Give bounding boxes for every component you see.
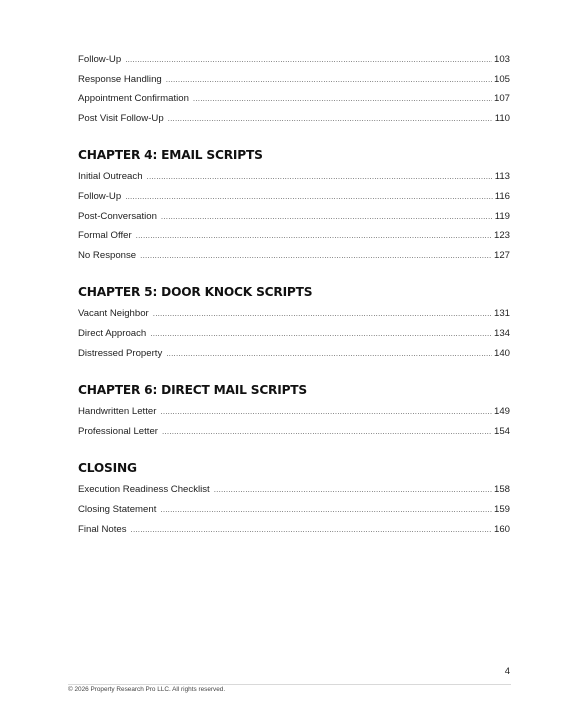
toc-entry-title: Direct Approach — [78, 327, 147, 339]
toc-entry-title: Post Visit Follow-Up — [78, 112, 164, 124]
dot-leader — [136, 226, 492, 246]
dot-leader — [150, 324, 492, 344]
toc-entry-page: 160 — [493, 523, 510, 535]
table-of-contents — [78, 50, 510, 539]
chapter-heading[interactable]: CLOSING — [78, 461, 137, 476]
toc-entry-title: Follow-Up — [78, 54, 122, 65]
toc-entry[interactable] — [78, 304, 510, 324]
dot-leader — [125, 50, 492, 70]
dot-leader — [214, 480, 492, 500]
dot-leader — [166, 70, 492, 90]
copyright-footer: © 2026 Property Research Pro LLC. All rights reserved. — [68, 686, 226, 693]
toc-entry[interactable] — [78, 344, 510, 364]
toc-entry-title: Closing Statement — [78, 503, 157, 515]
toc-entry-title: Professional Letter — [78, 425, 158, 437]
toc-entry-title: Post-Conversation — [78, 210, 157, 222]
toc-entry-page: 107 — [493, 93, 510, 105]
dot-leader — [125, 187, 493, 207]
toc-entry-title: Distressed Property — [78, 347, 163, 359]
toc-entry-page: 116 — [494, 190, 510, 202]
dot-leader — [161, 207, 493, 227]
toc-entry-page: 134 — [493, 327, 510, 339]
chapter-heading[interactable]: CHAPTER 6: DIRECT MAIL SCRIPTS — [78, 383, 308, 398]
toc-entry[interactable] — [78, 402, 510, 422]
toc-entry[interactable] — [78, 109, 510, 129]
dot-leader — [140, 246, 492, 266]
dot-leader — [168, 109, 493, 129]
dot-leader — [162, 422, 492, 442]
toc-entry-page: 131 — [493, 308, 510, 320]
dot-leader — [193, 89, 492, 109]
toc-section — [78, 50, 510, 128]
toc-entry[interactable] — [78, 422, 510, 442]
toc-section — [78, 283, 510, 363]
dot-leader — [153, 304, 492, 324]
toc-entry-title: Formal Offer — [78, 230, 132, 242]
toc-entry[interactable] — [78, 207, 510, 227]
toc-entry-title: No Response — [78, 249, 137, 261]
toc-entry-title: Vacant Neighbor — [78, 308, 149, 320]
toc-section — [78, 459, 510, 539]
toc-entry-page: 105 — [493, 73, 510, 85]
page-number: 4 — [504, 666, 510, 677]
dot-leader — [166, 344, 492, 364]
toc-entry-page: 140 — [493, 347, 510, 359]
toc-entry[interactable] — [78, 520, 510, 540]
toc-entry-page: 158 — [493, 484, 510, 496]
dot-leader — [147, 167, 493, 187]
toc-entry-title: Appointment Confirmation — [78, 93, 189, 105]
toc-entry[interactable] — [78, 70, 510, 90]
toc-section — [78, 146, 510, 265]
dot-leader — [160, 402, 492, 422]
toc-entry-title: Follow-Up — [78, 190, 122, 202]
toc-entry[interactable] — [78, 89, 510, 109]
toc-entry[interactable] — [78, 50, 510, 70]
dot-leader — [160, 500, 492, 520]
toc-entry[interactable] — [78, 167, 510, 187]
toc-entry-page: 127 — [493, 249, 510, 261]
toc-entry-page: 119 — [494, 210, 510, 222]
toc-entry-page: 113 — [494, 171, 510, 183]
toc-entry-page: 103 — [493, 54, 510, 65]
toc-entry[interactable] — [78, 480, 510, 500]
toc-section — [78, 381, 510, 441]
toc-entry-page: 149 — [493, 406, 510, 418]
toc-entry-title: Handwritten Letter — [78, 406, 157, 418]
toc-entry-title: Execution Readiness Checklist — [78, 484, 210, 496]
toc-entry-title: Response Handling — [78, 73, 162, 85]
toc-entry[interactable] — [78, 246, 510, 266]
toc-entry[interactable] — [78, 187, 510, 207]
chapter-heading[interactable]: CHAPTER 5: DOOR KNOCK SCRIPTS — [78, 285, 313, 300]
toc-entry-page: 159 — [493, 503, 510, 515]
toc-entry-page: 110 — [494, 112, 510, 124]
toc-entry[interactable] — [78, 500, 510, 520]
toc-entry[interactable] — [78, 324, 510, 344]
toc-entry[interactable] — [78, 226, 510, 246]
dot-leader — [131, 520, 492, 540]
toc-entry-title: Final Notes — [78, 523, 127, 535]
toc-entry-title: Initial Outreach — [78, 171, 143, 183]
chapter-heading[interactable]: CHAPTER 4: EMAIL SCRIPTS — [78, 148, 263, 163]
toc-entry-page: 154 — [493, 425, 510, 437]
toc-entry-page: 123 — [493, 230, 510, 242]
footer-divider — [68, 684, 511, 685]
